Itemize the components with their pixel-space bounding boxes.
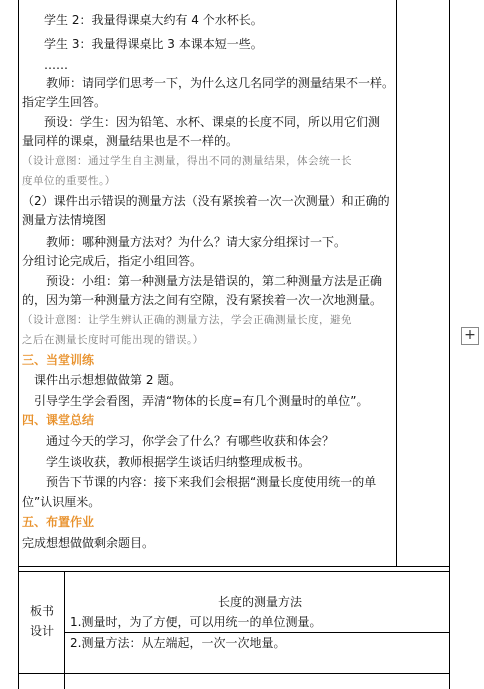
board-bottom-border xyxy=(18,673,450,674)
teacher-question-2: 教师：哪种测量方法对？为什么？请大家分组探讨一下。 xyxy=(46,235,347,249)
heading-class-summary: 四、课堂总结 xyxy=(22,413,95,427)
row-divider-upper xyxy=(18,566,450,567)
summary-student-talk: 学生谈收获，教师根据学生谈话归纳整理成板书。 xyxy=(46,455,311,469)
ellipsis: …… xyxy=(44,58,68,72)
board-item-divider xyxy=(64,632,449,633)
design-note-1-cont: 度单位的重要性。） xyxy=(22,175,116,187)
design-note-2-cont: 之后在测量长度时可能出现的错误。） xyxy=(22,334,204,346)
section-2-wrong-right-methods: （2）课件出示错误的测量方法（没有紧挨着一次一次测量）和正确的 xyxy=(22,194,390,208)
teacher-question-1-cont: 指定学生回答。 xyxy=(22,95,107,109)
preset-1: 预设：学生：因为铅笔、水杯、课桌的长度不同，所以用它们测 xyxy=(44,115,381,129)
board-item-2: 2.测量方法：从左端起，一次一次地量。 xyxy=(70,636,286,650)
board-design-label-2: 设计 xyxy=(30,624,55,638)
next-lesson-preview-cont: 位”认识厘米。 xyxy=(22,495,101,509)
design-note-1: （设计意图：通过学生自主测量，得出不同的测量结果，体会统一长 xyxy=(22,155,352,167)
design-note-2: （设计意图：让学生辨认正确的测量方法，学会正确测量长度，避免 xyxy=(22,314,352,326)
board-design-label: 板书 xyxy=(30,604,55,618)
board-title: 长度的测量方法 xyxy=(218,595,303,609)
group-discussion: 分组讨论完成后，指定小组回答。 xyxy=(22,254,203,268)
teacher-question-1: 教师：请同学们思考一下，为什么这几名同学的测量结果不一样。 xyxy=(46,76,395,90)
table-right-border xyxy=(449,0,450,689)
heading-in-class-practice: 三、当堂训练 xyxy=(22,353,95,367)
row-divider-lower xyxy=(18,571,450,572)
homework-text: 完成想想做做剩余题目。 xyxy=(22,536,155,550)
practice-instruction-1: 课件出示想想做做第 2 题。 xyxy=(34,373,182,387)
board-label-divider xyxy=(64,571,65,689)
next-lesson-preview: 预告下节课的内容：接下来我们会根据“测量长度使用统一的单 xyxy=(46,475,377,489)
preset-1-cont: 量同样的课桌，测量结果也是不一样的。 xyxy=(22,134,239,148)
expand-button[interactable]: + xyxy=(461,327,479,345)
preset-2-cont: 的，因为第一种测量方法之间有空隙，没有紧挨着一次一次地测量。 xyxy=(22,293,383,307)
section-2-cont: 测量方法情境图 xyxy=(22,213,107,227)
column-divider-right xyxy=(396,0,397,566)
heading-homework: 五、布置作业 xyxy=(22,515,95,529)
practice-instruction-2: 引导学生学会看图，弄清“物体的长度=有几个测量时的单位”。 xyxy=(34,394,369,408)
preset-2: 预设：小组：第一种测量方法是错误的，第二种测量方法是正确 xyxy=(46,274,383,288)
summary-question: 通过今天的学习，你学会了什么？有哪些收获和体会？ xyxy=(46,434,335,448)
student-3-answer: 学生 3：我量得课桌比 3 本课本短一些。 xyxy=(44,37,263,51)
board-item-1: 1.测量时，为了方便，可以用统一的单位测量。 xyxy=(70,615,322,629)
table-left-border xyxy=(18,0,19,689)
student-2-answer: 学生 2：我量得课桌大约有 4 个水杯长。 xyxy=(44,13,263,27)
